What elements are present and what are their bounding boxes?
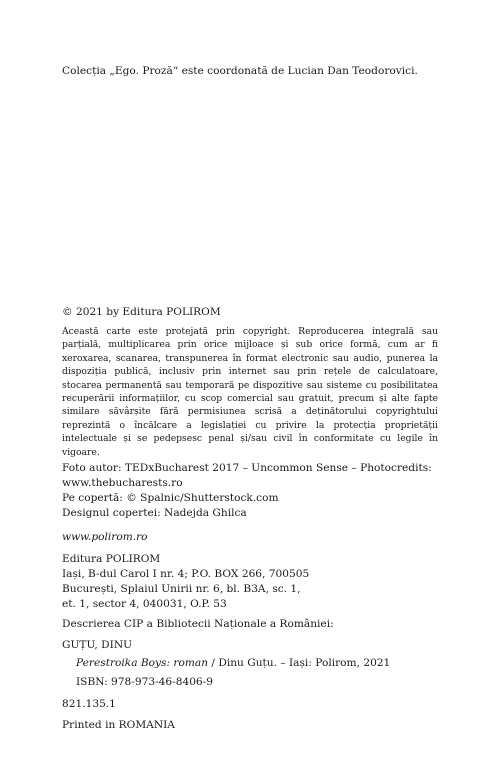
cip-title-line (62, 656, 452, 671)
publisher-website: www.polirom.ro (62, 531, 148, 543)
printed-in: Printed in ROMANIA (62, 719, 175, 731)
collection-note: Colecția „Ego. Proză“ este coordonată de Lucian Dan Teodorovici. (62, 65, 418, 77)
publisher-name: Editura POLIROM (62, 553, 161, 565)
photo-credit-line: Foto autor: TEDxBucharest 2017 – Uncommon Sense – Photocredits: (62, 462, 432, 474)
copyright-line: © 2021 by Editura POLIROM (62, 306, 221, 318)
cip-udc: 821.135.1 (62, 698, 116, 710)
publisher-address-postal: et. 1, sector 4, 040031, O.P. 53 (62, 598, 227, 610)
publisher-address-block (62, 552, 438, 612)
cip-heading: Descrierea CIP a Bibliotecii Naționale a României: (62, 618, 334, 630)
legal-notice: Această carte este protejată prin copyright. Reproducerea integrală sau parțială, multiplicarea prin orice mijloace și sub orice formă, cum ar fi xeroxarea, scanarea, transpunerea în format electronic sau audio, punerea la dispoziția publică, inclusiv prin internet sau prin rețele de calculatoare, stocarea permanentă sau temporară pe dispozitive sau sisteme cu posibilitatea recuperării informațiilor, cu scop comercial sau gratuit, precum și alte fapte similare săvârșite fără permisiunea scrisă a deținătorului copyrightului reprezintă o încălcare a legislației cu privire la protecția proprietății intelectuale și se pedepsesc penal și/sau civil în conformitate cu legile în vigoare. (62, 326, 438, 458)
cip-book-title: Perestroika Boys: roman (76, 657, 209, 669)
credits-block (62, 461, 438, 521)
photo-credit-url: www.thebucharests.ro (62, 477, 183, 489)
cip-author: GUȚU, DINU (62, 639, 133, 651)
publisher-address-bucuresti: București, Splaiul Unirii nr. 6, bl. B3A, sc. 1, (62, 583, 301, 595)
cover-photo-credit: Pe copertă: © Spalnic/Shutterstock.com (62, 492, 279, 504)
cover-design-credit: Designul copertei: Nadejda Ghilca (62, 507, 247, 519)
cip-isbn: ISBN: 978-973-46-8406-9 (76, 676, 213, 688)
cip-title-rest: / Dinu Guțu. – Iași: Polirom, 2021 (208, 657, 391, 669)
publisher-address-iasi: Iași, B-dul Carol I nr. 4; P.O. BOX 266, 700505 (62, 568, 310, 580)
